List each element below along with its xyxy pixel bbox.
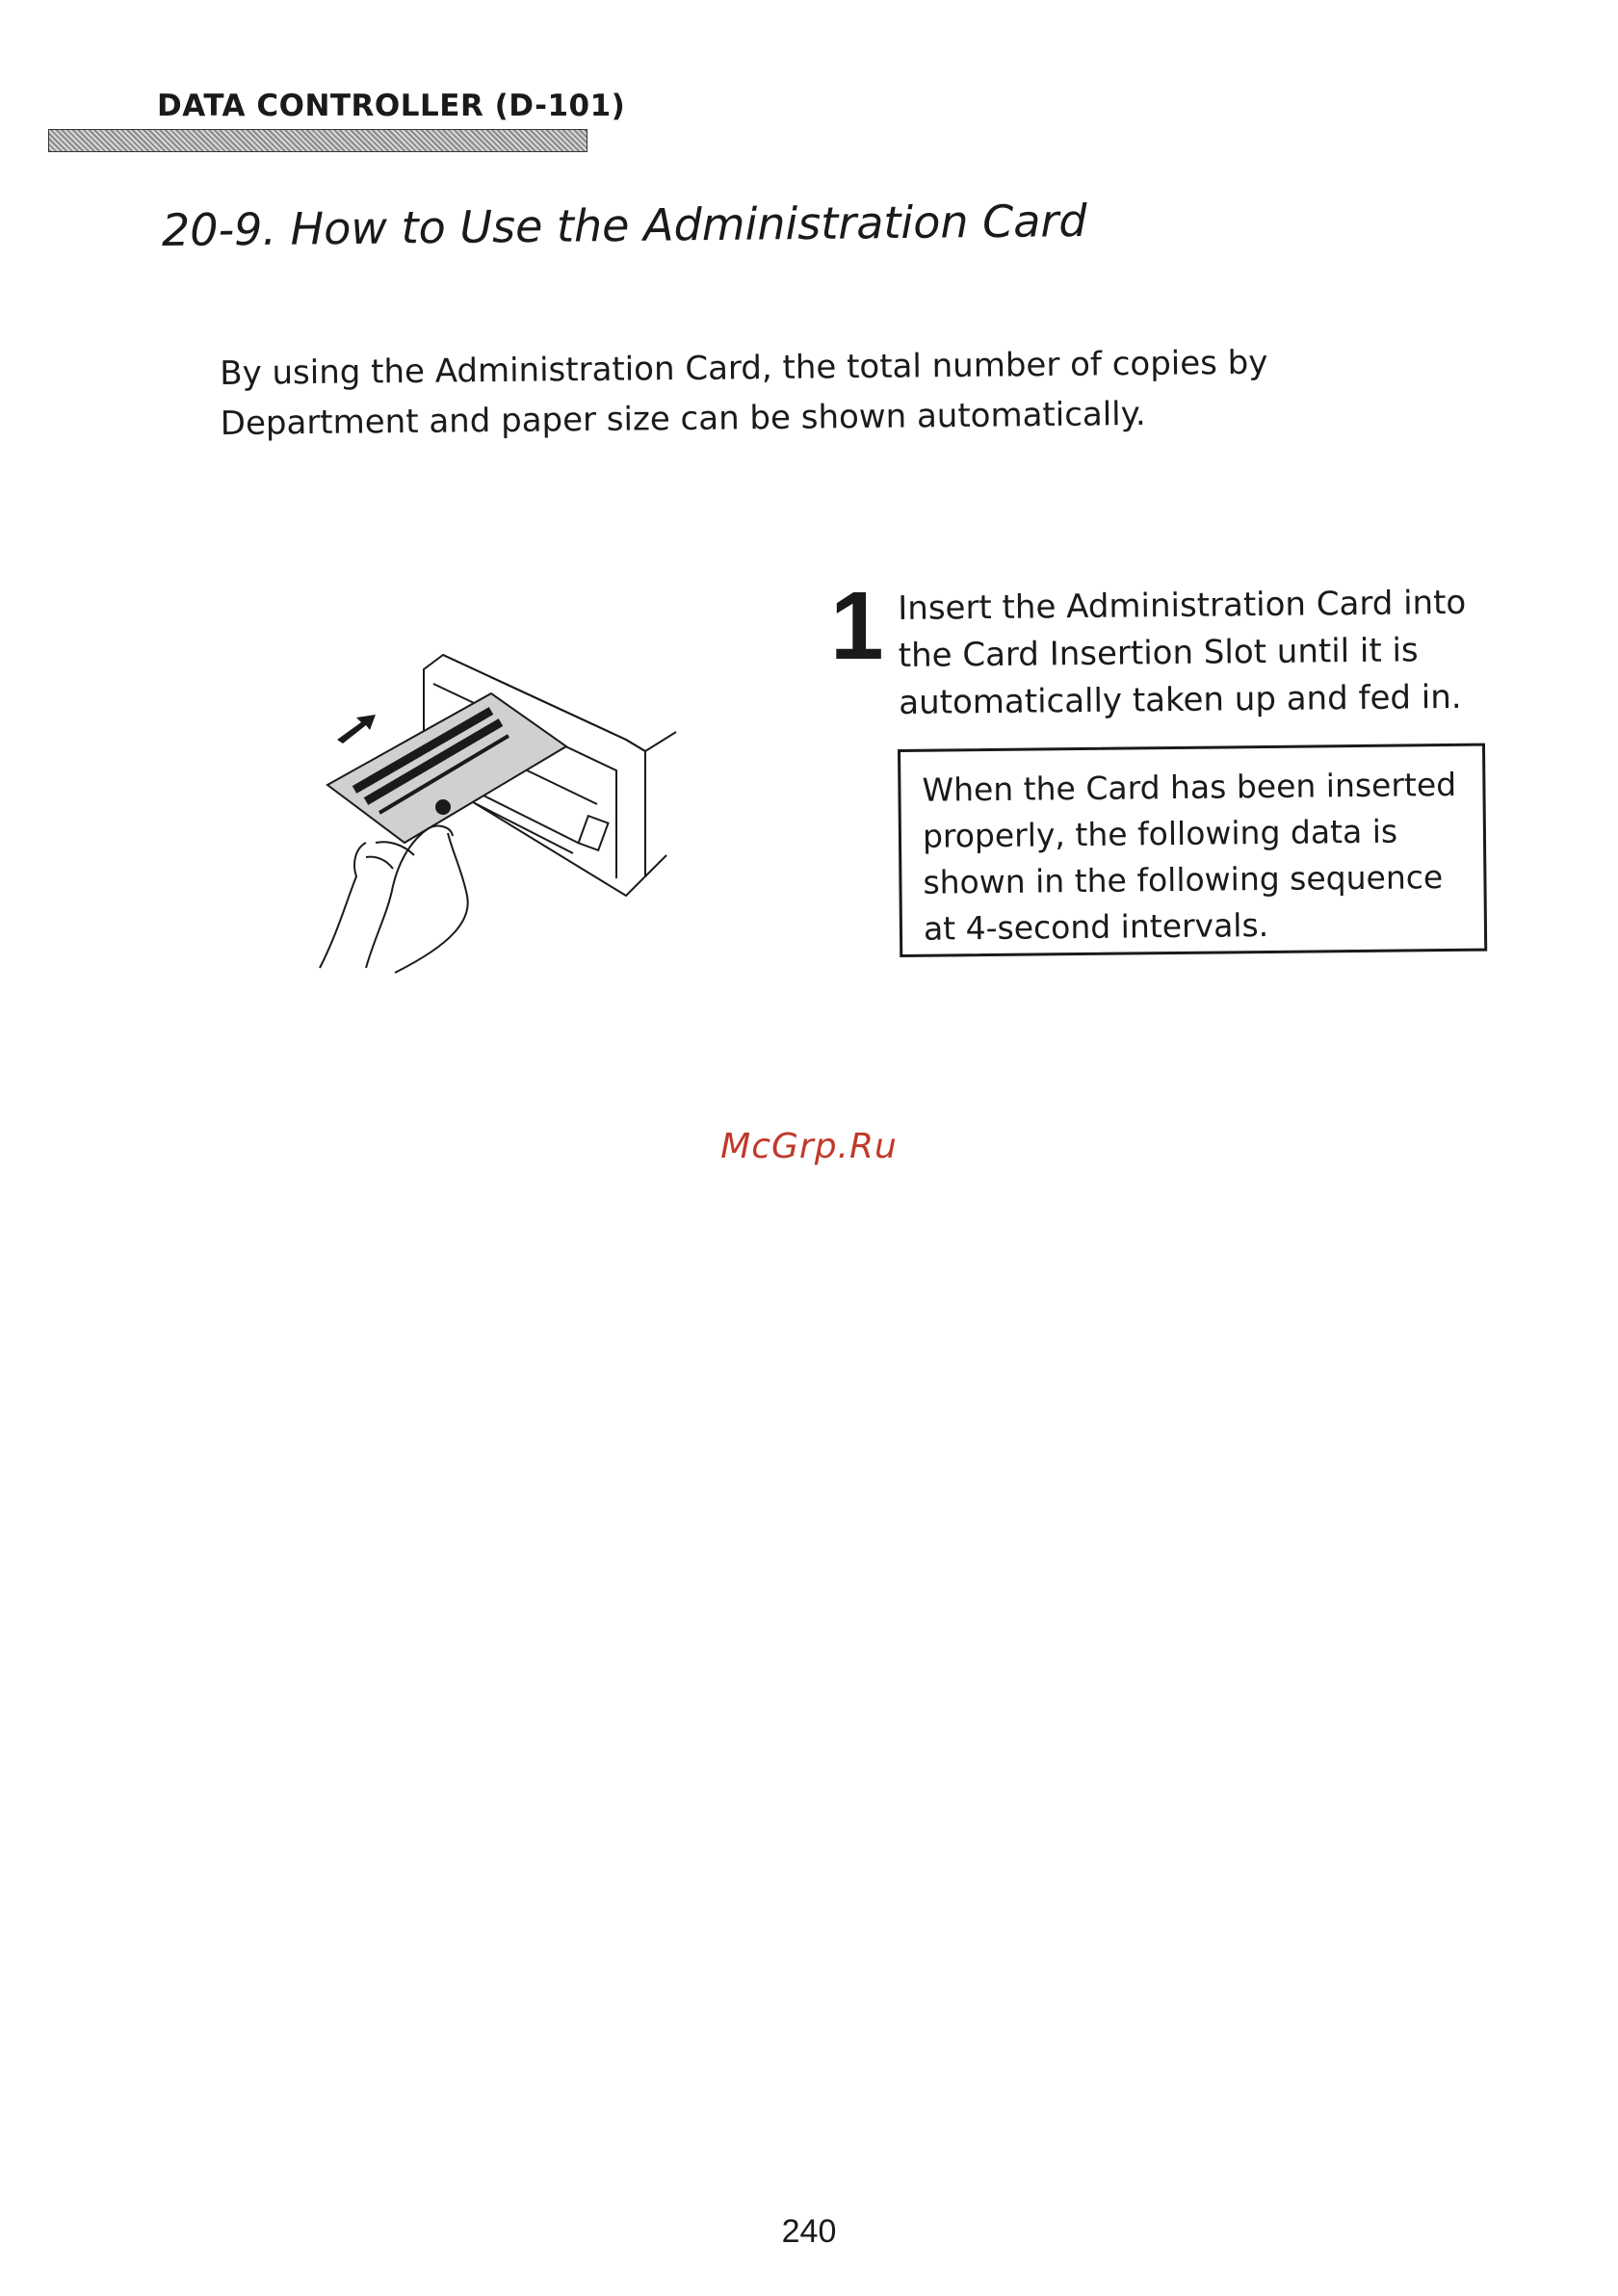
watermark: McGrp.Ru: [720, 1127, 898, 1166]
card-insertion-illustration: [308, 626, 713, 982]
section-title: 20-9. How to Use the Administration Card: [161, 194, 1087, 256]
header-rule: [48, 129, 587, 152]
note-text: When the Card has been inserted properly, the following data is shown in the following sequence at 4-second intervals.: [922, 765, 1457, 948]
page-number: 240: [781, 2213, 837, 2250]
step-instruction: Insert the Administration Card into the Card Insertion Slot until it is automatically taken up and fed in.: [898, 583, 1467, 722]
header-label: DATA CONTROLLER (D-101): [157, 89, 626, 123]
step-number: 1: [830, 572, 884, 680]
note-box: [898, 744, 1487, 957]
intro-paragraph: By using the Administration Card, the total number of copies by Department and paper size can be shown automatically.: [220, 343, 1268, 443]
